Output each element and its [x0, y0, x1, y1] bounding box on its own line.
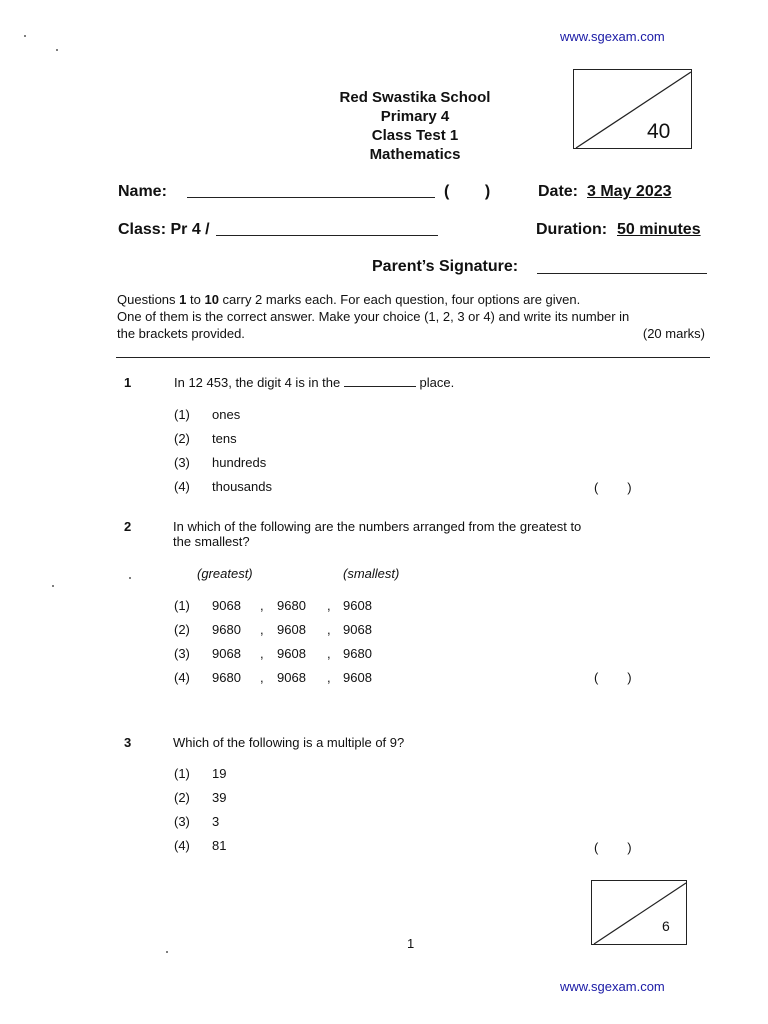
question-1-blank [344, 375, 416, 387]
watermark-top[interactable]: www.sgexam.com [560, 29, 665, 44]
question-1-answer-bracket[interactable]: ( ) [594, 480, 632, 495]
scan-speck [56, 49, 58, 51]
question-2-option-3[interactable]: (3) 9068 , 9608 , 9680 [174, 646, 372, 661]
question-2-text: In which of the following are the numbers arranged from the greatest to the smallest? [173, 519, 582, 549]
question-1-number: 1 [124, 375, 132, 390]
question-2-option-2[interactable]: (2) 9680 , 9608 , 9068 [174, 622, 372, 637]
subject: Mathematics [369, 146, 461, 163]
signature-blank[interactable] [537, 259, 707, 274]
school-name: Red Swastika School [339, 89, 491, 106]
section-score-marks: 6 [662, 918, 670, 934]
column-smallest: (smallest) [343, 566, 400, 581]
instructions-line-2: One of them is the correct answer. Make your choice (1, 2, 3 or 4) and write its number in [117, 309, 630, 324]
instructions [117, 291, 707, 342]
score-box-diagonal [574, 70, 693, 150]
duration-value: 50 minutes [617, 221, 701, 238]
signature-label: Parent’s Signature: [372, 258, 519, 275]
question-3-answer-bracket[interactable]: ( ) [594, 840, 632, 855]
section-divider [116, 357, 710, 358]
column-greatest: (greatest) [197, 566, 253, 581]
duration-label: Duration: [536, 221, 608, 238]
section-marks: (20 marks) [642, 326, 705, 341]
question-2-option-1[interactable]: (1) 9068 , 9680 , 9608 [174, 598, 372, 613]
class-label: Class: Pr 4 / [118, 221, 210, 238]
instructions-line-1: Questions 1 to 10 carry 2 marks each. For each question, four options are given. [117, 292, 581, 307]
page-number: 1 [407, 936, 415, 951]
level: Primary 4 [380, 108, 450, 125]
scan-speck [129, 577, 131, 579]
section-score-box [591, 880, 687, 945]
register-number-bracket[interactable]: ( ) [444, 183, 491, 200]
question-3-text: Which of the following is a multiple of 9? [173, 735, 405, 750]
name-label: Name: [118, 183, 167, 200]
scan-speck [52, 585, 54, 587]
name-blank[interactable] [187, 183, 435, 198]
scan-speck [166, 951, 168, 953]
question-2-option-4[interactable]: (4) 9680 , 9068 , 9608 [174, 670, 372, 685]
instructions-line-3: the brackets provided. (20 marks) [117, 326, 705, 341]
section-score-diagonal [592, 881, 688, 946]
date-label: Date: [538, 183, 579, 200]
score-total: 40 [647, 120, 671, 143]
question-2-number: 2 [124, 519, 132, 534]
test-name: Class Test 1 [371, 127, 459, 144]
question-3-number: 3 [124, 735, 132, 750]
class-blank[interactable] [216, 221, 438, 236]
score-box [573, 69, 692, 149]
question-2-answer-bracket[interactable]: ( ) [594, 670, 632, 685]
watermark-bottom[interactable]: www.sgexam.com [560, 979, 665, 994]
scan-speck [24, 35, 26, 37]
question-1-text: In 12 453, the digit 4 is in the place. [174, 375, 455, 390]
date-value: 3 May 2023 [587, 183, 672, 200]
